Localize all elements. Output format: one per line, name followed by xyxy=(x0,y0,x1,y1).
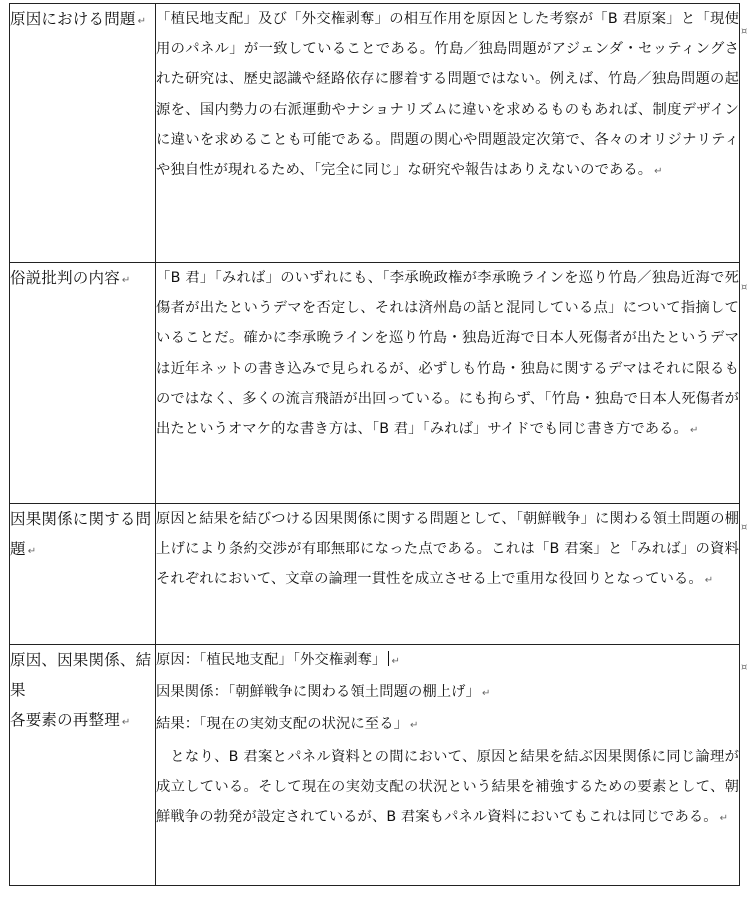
paragraph-mark-icon: ↵ xyxy=(689,425,699,437)
paragraph-mark-icon: ↵ xyxy=(481,688,491,700)
end-of-row-mark-icon: ¤ xyxy=(741,522,748,533)
end-of-row-mark-icon: ¤ xyxy=(741,282,748,293)
row-end-markers xyxy=(741,0,748,897)
row-heading-myth-criticism xyxy=(10,263,156,504)
paragraph-mark-icon: ↵ xyxy=(121,275,131,286)
cause-line xyxy=(156,645,739,677)
row-body-reorganization xyxy=(156,645,740,886)
conclusion-paragraph xyxy=(156,742,739,835)
comparison-table xyxy=(9,3,740,886)
causality-line xyxy=(156,677,739,709)
row-body-myth-criticism xyxy=(156,263,740,504)
body-text: となり、B 君案とパネル資料との間において、原因と結果を結ぶ因果関係に同じ論理が成立している。そして現在の実効支配の状況という結果を補強するための要素として、朝鮮戦争の勃発が設定されているが、B 君案もパネル資料においてもこれは同じである。 xyxy=(156,748,739,826)
text-cursor xyxy=(388,651,389,666)
table-row xyxy=(10,504,740,645)
result-text: 結果：「現在の実効支配の状況に至る」 xyxy=(156,716,408,733)
row-heading-cause-problem xyxy=(10,4,156,263)
paragraph-mark-icon: ↵ xyxy=(719,813,729,825)
heading-text: 原因における問題 xyxy=(10,10,136,28)
paragraph-mark-icon: ↵ xyxy=(704,575,714,587)
paragraph-mark-icon: ↵ xyxy=(137,16,147,27)
table-row xyxy=(10,645,740,886)
table-row xyxy=(10,263,740,504)
body-text: 「B 君」「みれば」のいずれにも、「李承晩政権が李承晩ラインを巡り竹島／独島近海で死傷者が出たというデマを否定し、それは済州島の話と混同している点」について指摘していることだ。確かに李承晩ラインを巡り竹島・独島近海で日本人死傷者が出たというデマは近年ネットの書き込みで見られるが、必ずしも竹島・独島に関するデマはそれに限るものではなく、多くの流言飛語が出回っている。にも拘らず、「竹島・独島で日本人死傷者が出たというオマケ的な書き方は、「B 君」「みれば」サイドでも同じ書き方である。 xyxy=(156,270,739,438)
paragraph-mark-icon: ↵ xyxy=(410,720,419,732)
cause-text: 原因：「植民地支配」「外交権剥奪」 xyxy=(156,652,387,668)
heading-text: 因果関係に関する問題 xyxy=(10,510,152,558)
body-text: 原因と結果を結びつける因果関係に関する問題として、「朝鮮戦争」に関わる領土問題の棚上げにより条約交渉が有耶無耶になった点である。これは「B 君案」と「みれば」の資料それぞれにおいて、文章の論理一貫性を成立させる上で重用な役回りとなっている。 xyxy=(156,511,739,588)
heading-text: 俗説批判の内容 xyxy=(10,269,120,287)
causality-text: 因果関係：「朝鮮戦争に関わる領土問題の棚上げ」 xyxy=(156,684,480,701)
paragraph-mark-icon: ↵ xyxy=(391,656,400,667)
row-body-causality-problem xyxy=(156,504,740,645)
paragraph-mark-icon: ↵ xyxy=(654,166,663,178)
table-row xyxy=(10,4,740,263)
paragraph-mark-icon: ↵ xyxy=(27,546,37,557)
row-heading-causality-problem xyxy=(10,504,156,645)
body-text: 「植民地支配」及び「外交権剥奪」の相互作用を原因とした考察が「B 君原案」と「現使用のパネル」が一致していることである。竹島／独島問題がアジェンダ・セッティングされた研究は、歴史認識や経路依存に膠着する問題ではない。例えば、竹島／独島問題の起源を、国内勢力の右派運動やナショナリズムに違いを求めるものもあれば、制度デザインに違いを求めることも可能である。問題の関心や問題設定次第で、各々のオリジナリティや独自性が現れるため、「完全に同じ」な研究や報告はありえないのである。 xyxy=(156,11,739,179)
end-of-row-mark-icon: ¤ xyxy=(741,26,748,37)
result-line xyxy=(156,709,739,741)
heading-text: 原因、因果関係、結果 xyxy=(10,651,152,699)
end-of-row-mark-icon: ¤ xyxy=(741,662,748,673)
paragraph-mark-icon: ↵ xyxy=(121,717,131,728)
heading-text: 各要素の再整理 xyxy=(10,711,120,729)
row-heading-reorganization xyxy=(10,645,156,886)
row-body-cause-problem xyxy=(156,4,740,263)
